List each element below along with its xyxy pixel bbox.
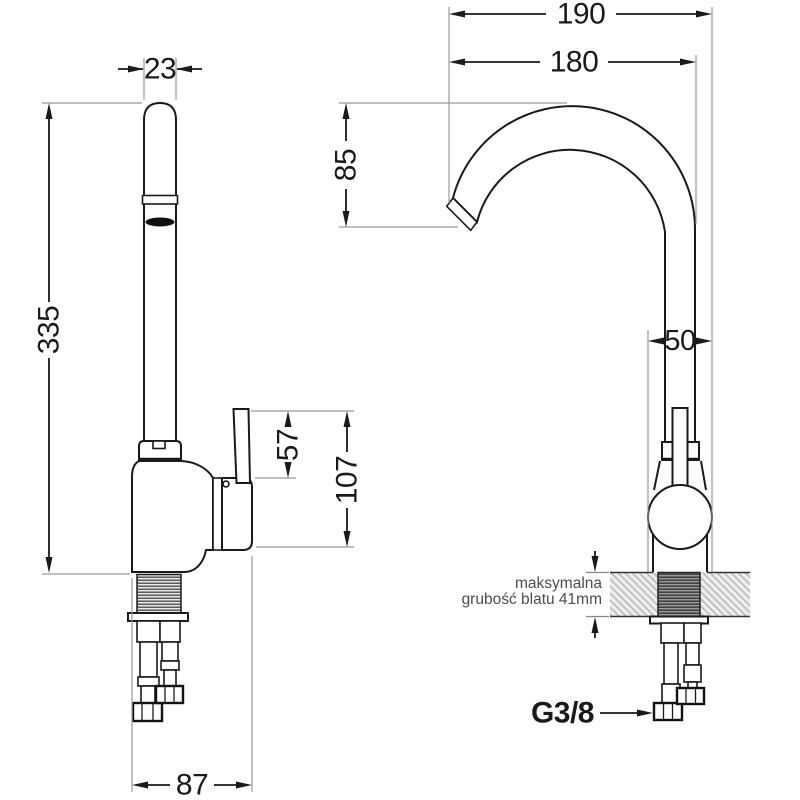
hose-nut — [133, 703, 162, 721]
handle-lever-front — [673, 408, 688, 486]
dim-107-value: 107 — [330, 455, 364, 505]
dim-counter-thickness — [462, 551, 609, 638]
hose-nut — [677, 688, 704, 704]
threaded-shank — [137, 575, 181, 614]
collar-notch — [153, 441, 165, 449]
side-view-faucet — [128, 103, 252, 721]
mounting-flange — [128, 613, 188, 621]
hose-tube — [164, 670, 176, 686]
dim-87-value: 87 — [175, 768, 209, 800]
hose-joint — [138, 677, 159, 686]
hose-joint — [137, 621, 160, 642]
dim-57-value: 57 — [271, 428, 305, 462]
dim-85-value: 85 — [329, 148, 363, 182]
gooseneck-spout — [453, 106, 695, 442]
dim-57-107 — [251, 411, 364, 547]
hose-tube — [141, 686, 155, 703]
dim-190-value: 190 — [556, 0, 606, 31]
countertop-hatch — [610, 573, 658, 617]
hose-tube — [664, 643, 678, 684]
hose-joint — [161, 661, 179, 670]
hose-tube — [140, 642, 157, 677]
supply-hoses-front — [654, 623, 704, 720]
spout-joint-band — [143, 196, 178, 205]
counter-note-line1: maksymalna — [515, 575, 602, 592]
dim-23-value: 23 — [143, 52, 177, 86]
hose-nut — [654, 703, 682, 720]
thread-size-label: G3/8 — [530, 696, 594, 730]
pivot-screw — [223, 481, 229, 487]
front-view-faucet — [447, 106, 750, 720]
dim-335-value: 335 — [32, 305, 66, 355]
dim-180-value: 180 — [549, 45, 599, 79]
thread-callout — [531, 697, 653, 730]
handle-lever — [234, 409, 251, 483]
spout-tube — [144, 103, 176, 441]
shank-through-counter — [658, 573, 700, 617]
dim-50-value: 50 — [664, 325, 696, 357]
hose-joint — [684, 665, 701, 682]
counter-note-line2: grubość blatu 41mm — [461, 591, 602, 608]
aerator-outlet — [146, 218, 175, 227]
dim-23 — [118, 53, 202, 101]
dim-335 — [33, 103, 143, 574]
cartridge-sphere — [648, 485, 712, 549]
hose-nut — [156, 686, 183, 703]
hose-joint — [684, 623, 701, 643]
hose-joint — [160, 621, 180, 642]
countertop-section — [610, 573, 750, 617]
cartridge-ring — [213, 478, 222, 550]
hose-tube — [162, 642, 178, 661]
countertop-hatch — [700, 573, 750, 617]
supply-hoses — [133, 621, 183, 721]
body — [132, 461, 213, 572]
cartridge-housing — [222, 478, 252, 550]
hose-joint — [661, 623, 684, 643]
hose-tube — [686, 643, 699, 665]
